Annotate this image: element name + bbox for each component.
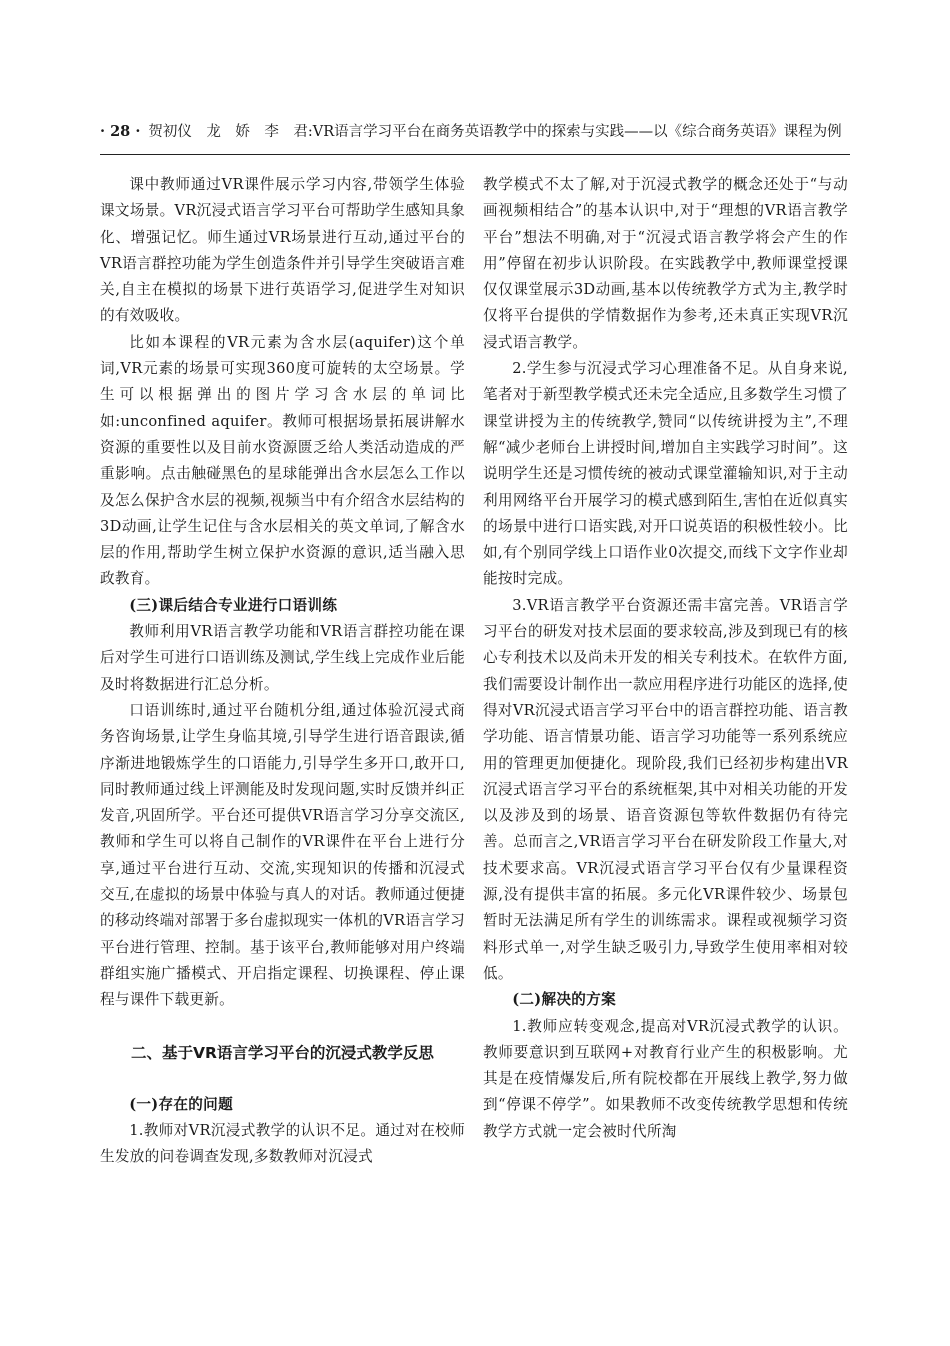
paragraph: 2.学生参与沉浸式学习心理准备不足。从自身来说,笔者对于新型教学模式还未完全适应,且多数学生习惯了课堂讲授为主的传统教学,赞同“以传统讲授为主”,不理解“减少老师台上讲授时间,增加自主实践学习时间”。这说明学生还是习惯传统的被动式课堂灌输知识,对于主动利用网络平台开展学习的模式感到陌生,害怕在近似真实的场景中进行口语实践,对开口说英语的积极性较小。比如,有个别同学线上口语作业0次提交,而线下文字作业却能按时完成。 [483, 360, 848, 588]
right-column [483, 172, 848, 1145]
paragraph: 教师利用VR语言教学功能和VR语言群控功能在课后对学生可进行口语训练及测试,学生线上完成作业后能及时将数据进行汇总分析。 [100, 623, 465, 693]
paragraph: 课中教师通过VR课件展示学习内容,带领学生体验课文场景。VR沉浸式语言学习平台可帮助学生感知具象化、增强记忆。师生通过VR场景进行互动,通过平台的VR语言群控功能为学生创造条件并引导学生突破语言难关,自主在模拟的场景下进行英语学习,促进学生对知识的有效吸收。 [100, 176, 465, 325]
paragraph: 1.教师应转变观念,提高对VR沉浸式教学的认识。教师要意识到互联网+对教育行业产生的积极影响。尤其是在疫情爆发后,所有院校都在开展线上教学,努力做到“停课不停学”。如果教师不改变传统教学思想和传统教学方式就一定会被时代所淘 [483, 1017, 848, 1140]
paragraph: 3.VR语言教学平台资源还需丰富完善。VR语言学习平台的研发对技术层面的要求较高,涉及到现已有的核心专利技术以及尚未开发的相关专利技术。在软件方面,我们需要设计制作出一款应用程序进行功能区的选择,使得对VR沉浸式语言学习平台中的语言群控功能、语言教学功能、语言情景功能、语言学习功能等一系列系统应用的管理更加便捷化。现阶段,我们已经初步构建出VR沉浸式语言学习平台的系统框架,其中对相关功能的开发以及涉及到的场景、语音资源包等软件数据仍有待完善。总而言之,VR语言学习平台在研发阶段工作量大,对技术要求高。VR沉浸式语言学习平台仅有少量课程资源,没有提供丰富的拓展。多元化VR课件较少、场景包暂时无法满足所有学生的训练需求。课程或视频学习资料形式单一,对学生缺乏吸引力,导致学生使用率相对较低。 [483, 596, 848, 982]
section-heading: 二、基于VR语言学习平台的沉浸式教学反思 [131, 1043, 434, 1062]
subsection-heading: (三)课后结合专业进行口语训练 [129, 596, 338, 614]
header-rule [100, 154, 850, 155]
page-number: · 28 · [100, 123, 141, 140]
subsection-heading: (一)存在的问题 [129, 1095, 233, 1113]
running-header [100, 122, 850, 142]
paragraph: 教学模式不太了解,对于沉浸式教学的概念还处于“与动画视频相结合”的基本认识中,对于“理想的VR语言教学平台”想法不明确,对于“沉浸式语言教学将会产生的作用”停留在初步认识阶段。在实践教学中,教师课堂授课仅仅课堂展示3D动画,基本以传统教学方式为主,教学时仅将平台提供的学情数据作为参考,还未真正实现VR沉浸式语言教学。 [483, 176, 848, 351]
left-column [100, 172, 465, 1171]
paragraph: 1.教师对VR沉浸式教学的认识不足。通过对在校师生发放的问卷调查发现,多数教师对沉浸式 [100, 1122, 465, 1166]
running-title: 贺初仪 龙 娇 李 君:VR语言学习平台在商务英语教学中的探索与实践——以《综合商务英语》课程为例 [148, 124, 842, 140]
paragraph: 比如本课程的VR元素为含水层(aquifer)这个单词,VR元素的场景可实现360度可旋转的太空场景。学生可以根据弹出的图片学习含水层的单词比如:unconfined aquifer。教师可根据场景拓展讲解水资源的重要性以及目前水资源匮乏给人类活动造成的严重影响。点击触碰黑色的星球能弹出含水层怎么工作以及怎么保护含水层的视频,视频当中有介绍含水层结构的3D动画,让学生记住与含水层相关的英文单词,了解含水层的作用,帮助学生树立保护水资源的意识,适当融入思政教育。 [100, 333, 465, 588]
paragraph: 口语训练时,通过平台随机分组,通过体验沉浸式商务咨询场景,让学生身临其境,引导学生进行语音跟读,循序渐进地锻炼学生的口语能力,引导学生多开口,敢开口,同时教师通过线上评测能及时发现问题,实时反馈并纠正发音,巩固所学。平台还可提供VR语言学习分享交流区,教师和学生可以将自己制作的VR课件在平台上进行分享,通过平台进行互动、交流,实现知识的传播和沉浸式交互,在虚拟的场景中体验与真人的对话。教师通过便捷的移动终端对部署于多台虚拟现实一体机的VR语言学习平台进行管理、控制。基于该平台,教师能够对用户终端群组实施广播模式、开启指定课程、切换课程、停止课程与课件下载更新。 [100, 701, 465, 1009]
subsection-heading: (二)解决的方案 [512, 991, 616, 1009]
